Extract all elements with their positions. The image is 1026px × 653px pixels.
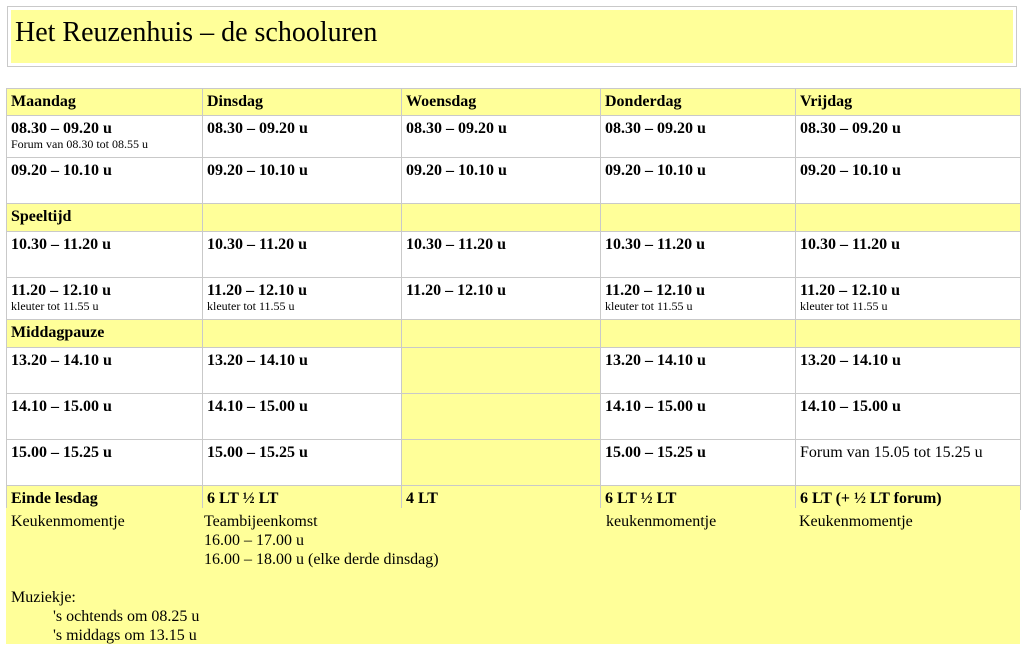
slot-time: 09.20 – 10.10 u <box>800 162 901 179</box>
slot-time: 4 LT <box>406 490 438 507</box>
slot-time: 08.30 – 09.20 u <box>11 120 112 137</box>
slot-dinsdag <box>203 278 402 320</box>
slot-time: 15.00 – 15.25 u <box>605 444 706 461</box>
slot-woensdag <box>402 232 601 278</box>
slot-donderdag <box>601 232 796 278</box>
slot-time: 10.30 – 11.20 u <box>11 236 112 253</box>
slot-maandag <box>7 158 203 204</box>
slot-woensdag <box>402 116 601 158</box>
slot-time: 15.00 – 15.25 u <box>207 444 308 461</box>
slot-time: 11.20 – 12.10 u <box>207 282 308 299</box>
slot-donderdag <box>601 278 796 320</box>
slot-woensdag <box>402 278 601 320</box>
slot-time: 14.10 – 15.00 u <box>605 398 706 415</box>
slot-time: 08.30 – 09.20 u <box>207 120 308 137</box>
slot-time: 13.20 – 14.10 u <box>605 352 706 369</box>
slot-time: 09.20 – 10.10 u <box>207 162 308 179</box>
slot-time: Speeltijd <box>11 208 72 225</box>
slot-time: Einde lesdag <box>11 490 98 507</box>
slot-time: 11.20 – 12.10 u <box>800 282 901 299</box>
footer-text: 's ochtends om 08.25 u <box>53 608 200 625</box>
header-row <box>7 89 1021 116</box>
footer-col-vrijdag <box>799 512 913 531</box>
slot-woensdag <box>402 204 601 232</box>
footer-text: Teambijeenkomst <box>204 513 318 530</box>
slot-note: Forum van 08.30 tot 08.55 u <box>11 137 148 151</box>
slot-time: 13.20 – 14.10 u <box>11 352 112 369</box>
slot-time: 08.30 – 09.20 u <box>605 120 706 137</box>
slot-maandag <box>7 348 203 394</box>
slot-donderdag <box>601 116 796 158</box>
slot-dinsdag <box>203 158 402 204</box>
slot-vrijdag <box>796 486 1021 510</box>
slot-time: Middagpauze <box>11 324 105 341</box>
day-header-maandag: Maandag <box>7 89 203 116</box>
slot-maandag <box>7 320 203 348</box>
slot-time: 10.30 – 11.20 u <box>207 236 308 253</box>
slot-time: 10.30 – 11.20 u <box>800 236 901 253</box>
slot-dinsdag <box>203 348 402 394</box>
slot-time: 09.20 – 10.10 u <box>605 162 706 179</box>
slot-time: Forum van 15.05 tot 15.25 u <box>800 444 983 461</box>
slot-time: 10.30 – 11.20 u <box>406 236 507 253</box>
slot-donderdag <box>601 204 796 232</box>
footer-col-dinsdag <box>204 512 439 569</box>
slot-time: 14.10 – 15.00 u <box>800 398 901 415</box>
slot-maandag <box>7 486 203 510</box>
footer-muziekje <box>11 588 199 645</box>
time-row <box>7 348 1021 394</box>
schedule-body <box>7 89 1021 510</box>
slot-maandag <box>7 440 203 486</box>
slot-time: 09.20 – 10.10 u <box>11 162 112 179</box>
footer-col-donderdag <box>606 512 716 531</box>
day-header-vrijdag: Vrijdag <box>796 89 1021 116</box>
time-row <box>7 394 1021 440</box>
slot-dinsdag <box>203 116 402 158</box>
time-row <box>7 440 1021 486</box>
footer-notes <box>6 508 1020 644</box>
slot-dinsdag <box>203 486 402 510</box>
slot-vrijdag <box>796 394 1021 440</box>
slot-dinsdag <box>203 204 402 232</box>
day-header-dinsdag: Dinsdag <box>203 89 402 116</box>
title-banner <box>11 10 1013 63</box>
slot-maandag <box>7 232 203 278</box>
slot-time: 08.30 – 09.20 u <box>800 120 901 137</box>
slot-time: 14.10 – 15.00 u <box>11 398 112 415</box>
footer-text: 's middags om 13.15 u <box>53 627 197 644</box>
slot-woensdag <box>402 348 601 394</box>
slot-vrijdag <box>796 278 1021 320</box>
slot-vrijdag <box>796 204 1021 232</box>
slot-time: 11.20 – 12.10 u <box>11 282 112 299</box>
page-title: Het Reuzenhuis – de schooluren <box>15 17 378 48</box>
slot-woensdag <box>402 440 601 486</box>
footer-text: Keukenmomentje <box>11 513 125 530</box>
slot-note: kleuter tot 11.55 u <box>11 299 99 313</box>
slot-dinsdag <box>203 232 402 278</box>
slot-maandag <box>7 394 203 440</box>
footer-text: Muziekje: <box>11 589 76 606</box>
slot-woensdag <box>402 486 601 510</box>
slot-time: 13.20 – 14.10 u <box>207 352 308 369</box>
day-header-donderdag: Donderdag <box>601 89 796 116</box>
slot-woensdag <box>402 320 601 348</box>
slot-vrijdag <box>796 440 1021 486</box>
slot-vrijdag <box>796 348 1021 394</box>
break-row <box>7 486 1021 510</box>
time-row <box>7 158 1021 204</box>
day-header-woensdag: Woensdag <box>402 89 601 116</box>
time-row <box>7 116 1021 158</box>
slot-donderdag <box>601 158 796 204</box>
slot-donderdag <box>601 348 796 394</box>
title-box <box>7 6 1017 67</box>
slot-donderdag <box>601 394 796 440</box>
slot-maandag <box>7 278 203 320</box>
slot-donderdag <box>601 320 796 348</box>
time-row <box>7 278 1021 320</box>
slot-woensdag <box>402 394 601 440</box>
break-row <box>7 320 1021 348</box>
slot-time: 14.10 – 15.00 u <box>207 398 308 415</box>
footer-text: keukenmomentje <box>606 513 717 530</box>
footer-col-maandag <box>11 512 125 531</box>
slot-time: 10.30 – 11.20 u <box>605 236 706 253</box>
slot-donderdag <box>601 486 796 510</box>
slot-note: kleuter tot 11.55 u <box>605 299 693 313</box>
footer-text: 16.00 – 17.00 u <box>204 532 304 549</box>
slot-time: 6 LT (+ ½ LT forum) <box>800 490 942 507</box>
slot-vrijdag <box>796 158 1021 204</box>
slot-donderdag <box>601 440 796 486</box>
slot-time: 13.20 – 14.10 u <box>800 352 901 369</box>
slot-vrijdag <box>796 116 1021 158</box>
slot-vrijdag <box>796 232 1021 278</box>
slot-dinsdag <box>203 320 402 348</box>
slot-vrijdag <box>796 320 1021 348</box>
slot-maandag <box>7 204 203 232</box>
slot-time: 6 LT ½ LT <box>605 490 677 507</box>
slot-time: 11.20 – 12.10 u <box>406 282 507 299</box>
slot-note: kleuter tot 11.55 u <box>207 299 295 313</box>
slot-note: kleuter tot 11.55 u <box>800 299 888 313</box>
slot-time: 08.30 – 09.20 u <box>406 120 507 137</box>
break-row <box>7 204 1021 232</box>
footer-text: 16.00 – 18.00 u (elke derde dinsdag) <box>204 551 439 568</box>
time-row <box>7 232 1021 278</box>
slot-dinsdag <box>203 394 402 440</box>
slot-time: 09.20 – 10.10 u <box>406 162 507 179</box>
slot-time: 15.00 – 15.25 u <box>11 444 112 461</box>
slot-maandag <box>7 116 203 158</box>
slot-time: 6 LT ½ LT <box>207 490 279 507</box>
slot-dinsdag <box>203 440 402 486</box>
slot-woensdag <box>402 158 601 204</box>
slot-time: 11.20 – 12.10 u <box>605 282 706 299</box>
footer-text: Keukenmomentje <box>799 513 913 530</box>
schedule-table <box>6 88 1021 510</box>
